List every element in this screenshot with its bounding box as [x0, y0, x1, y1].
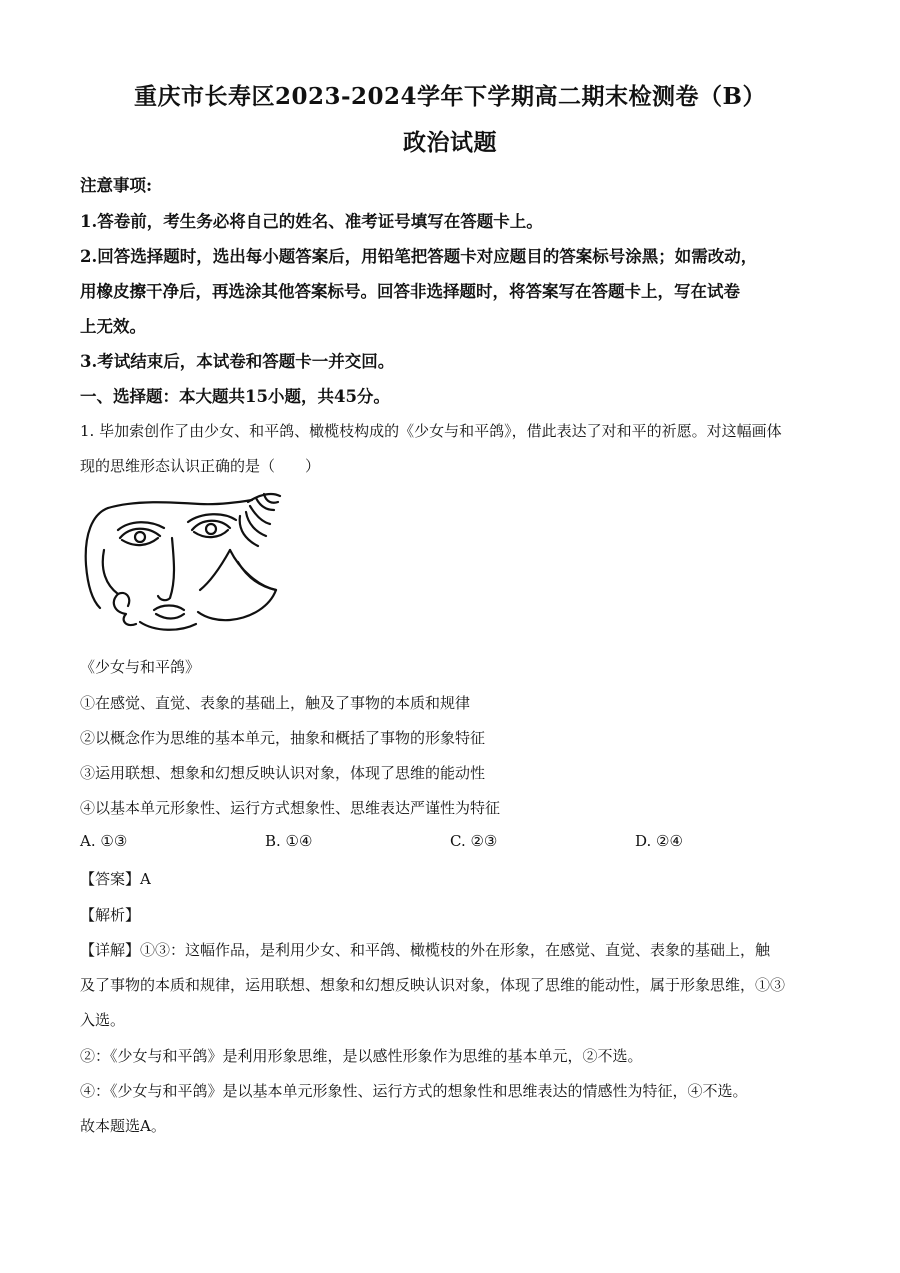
- detail-line-4: ②：《少女与和平鸽》是利用形象思维，是以感性形象作为思维的基本单元，②不选。: [80, 1047, 643, 1065]
- statement-1: ①在感觉、直觉、表象的基础上，触及了事物的本质和规律: [80, 694, 471, 712]
- analysis-label: 【解析】: [80, 906, 141, 924]
- detail-line-6: 故本题选A。: [80, 1117, 166, 1135]
- question-1-stem-line-1: 1. 毕加索创作了由少女、和平鸽、橄榄枝构成的《少女与和平鸽》，借此表达了对和平的祈愿。对这幅画体: [80, 422, 782, 440]
- answer-label: 【答案】A: [80, 870, 151, 888]
- page-subtitle: 政治试题: [403, 129, 497, 156]
- notice-item-2-line-1: 2.回答选择题时，选出每小题答案后，用铅笔把答题卡对应题目的答案标号涂黑；如需改动，: [80, 247, 758, 266]
- option-d: D. ②④: [635, 832, 683, 850]
- picasso-drawing-image: [80, 490, 285, 640]
- statement-2: ②以概念作为思维的基本单元，抽象和概括了事物的形象特征: [80, 729, 486, 747]
- notice-item-3: 3.考试结束后，本试卷和答题卡一并交回。: [80, 352, 395, 371]
- notice-item-2-line-3: 上无效。: [80, 317, 146, 336]
- page-title: 重庆市长寿区2023-2024学年下学期高二期末检测卷（B）: [133, 83, 766, 110]
- section-heading: 一、选择题：本大题共15小题，共45分。: [80, 387, 390, 406]
- detail-line-1: 【详解】①③：这幅作品，是利用少女、和平鸽、橄榄枝的外在形象，在感觉、直觉、表象的基础上，触: [80, 941, 771, 959]
- option-a: A. ①③: [80, 832, 128, 850]
- statement-4: ④以基本单元形象性、运行方式想象性、思维表达严谨性为特征: [80, 799, 501, 817]
- detail-line-3: 入选。: [80, 1011, 126, 1029]
- option-b: B. ①④: [265, 832, 313, 850]
- figure-caption: 《少女与和平鸽》: [80, 658, 201, 676]
- detail-line-2: 及了事物的本质和规律，运用联想、想象和幻想反映认识对象，体现了思维的能动性，属于形象思维，①③: [80, 976, 786, 994]
- statement-3: ③运用联想、想象和幻想反映认识对象，体现了思维的能动性: [80, 764, 486, 782]
- notice-item-2-line-2: 用橡皮擦干净后，再选涂其他答案标号。回答非选择题时，将答案写在答题卡上，写在试卷: [80, 282, 740, 301]
- option-c: C. ②③: [450, 832, 498, 850]
- question-1-stem-line-2: 现的思维形态认识正确的是（ ）: [80, 457, 321, 475]
- detail-line-5: ④：《少女与和平鸽》是以基本单元形象性、运行方式的想象性和思维表达的情感性为特征，④不选。: [80, 1082, 748, 1100]
- notice-heading: 注意事项:: [80, 176, 153, 195]
- notice-item-1: 1.答卷前，考生务必将自己的姓名、准考证号填写在答题卡上。: [80, 212, 543, 231]
